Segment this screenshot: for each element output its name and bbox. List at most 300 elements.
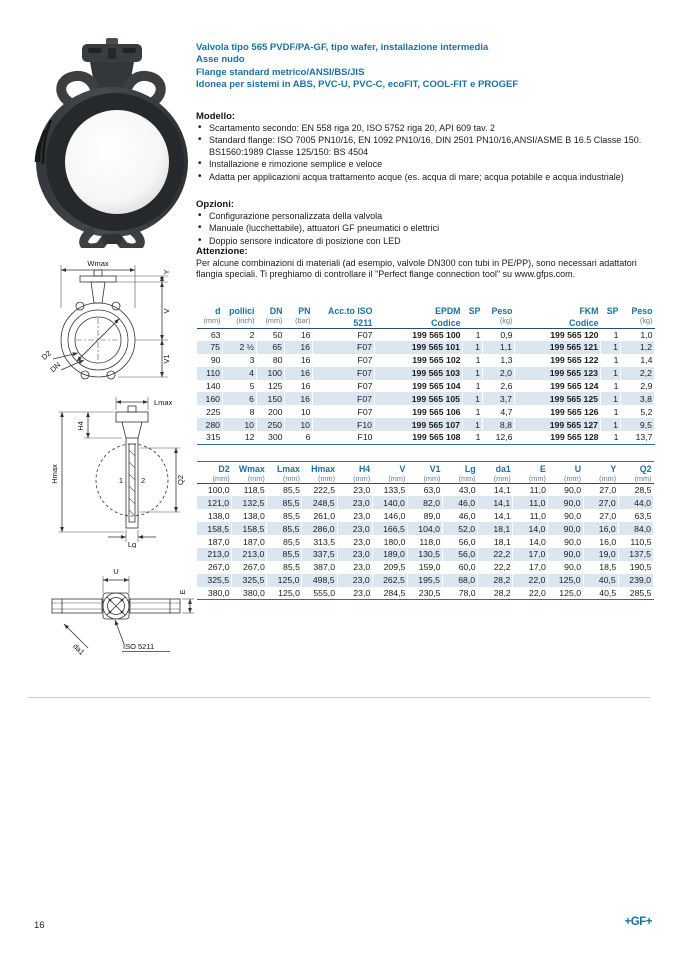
table-cell: 190,5: [629, 562, 652, 573]
table-cell: 13,7: [635, 432, 653, 443]
table-cell: 1,3: [500, 355, 513, 366]
column-unit: (mm): [257, 316, 285, 328]
dim-label-hmax: Hmax: [50, 464, 59, 484]
modello-item: • Installazione e rimozione semplice e veloce: [196, 159, 654, 170]
modello-item: • Standard flange: ISO 7005 PN10/16, EN 1092 PN10/16, DIN 2501 PN10/16,ANSI/ASME B 16.5 Classe 150. BS1560:1989 Classe 125/150: BS 4504: [196, 135, 654, 158]
disc-mark-1: 1: [118, 476, 123, 485]
table-row: [197, 367, 655, 380]
table-row: [197, 380, 655, 393]
table-cell: 132,5: [232, 496, 267, 509]
table-cell: 68,0: [442, 574, 477, 587]
column-header: Hmax: [311, 463, 336, 474]
table-cell: 199 565 108: [412, 432, 461, 443]
table-cell: 46,0: [458, 510, 476, 521]
dim-label-u: U: [113, 567, 119, 576]
table-cell: 1: [613, 329, 619, 340]
column-header: DN: [269, 306, 283, 316]
table-cell: 90: [210, 355, 221, 366]
table-cell: 239,0: [618, 574, 653, 587]
table-cell: 555,0: [313, 587, 336, 598]
table-cell: 85,5: [267, 548, 302, 561]
column-header: V1: [429, 463, 441, 474]
dim-label-lmax: Lmax: [154, 398, 173, 407]
table-cell: 6: [223, 392, 257, 405]
table-cell: 19,0: [583, 548, 618, 561]
dim-label-d2: D2: [39, 348, 53, 362]
table-cell: 199 565 125: [515, 392, 601, 405]
table-cell: 285,5: [629, 587, 652, 598]
column-unit: (mm): [267, 474, 302, 484]
table-cell: 140,0: [372, 496, 407, 509]
table-cell: 199 565 126: [550, 406, 599, 417]
table-cell: 261,0: [313, 510, 336, 521]
table-cell: 180,0: [383, 536, 406, 547]
table-cell: 4,7: [500, 406, 513, 417]
modello-item: • Adatta per applicazioni acqua trattamento acque (es. acqua di mare; acqua potabile e acqua industriale): [196, 172, 654, 183]
table-cell: 40,5: [599, 587, 617, 598]
column-header: Lg: [464, 463, 476, 474]
dim-label-q2: Q2: [176, 474, 185, 486]
table-cell: 222,5: [313, 485, 336, 496]
table-cell: 22,0: [528, 587, 546, 598]
column-header: pollici: [229, 306, 255, 316]
table-cell: 1: [601, 418, 621, 431]
table-cell: 28,2: [493, 587, 511, 598]
table-cell: 110: [197, 367, 223, 380]
table-cell: 213,0: [197, 548, 232, 561]
table-cell: 85,5: [267, 522, 302, 535]
table-cell: 89,0: [423, 510, 441, 521]
table-cell: 52,0: [442, 522, 477, 535]
column-unit: (mm): [337, 474, 372, 484]
table-cell: 63,0: [423, 485, 441, 496]
table-cell: 90,0: [564, 536, 582, 547]
column-header: Wmax: [238, 463, 265, 474]
table-row: [197, 574, 654, 587]
table-cell: F07: [357, 329, 373, 340]
table-row: [197, 484, 654, 497]
table-cell: 10: [285, 418, 313, 431]
table-cell: 199 565 104: [412, 381, 461, 391]
column-unit: (bar): [285, 316, 313, 328]
table-cell: 380,0: [207, 587, 230, 598]
table-cell: 213,0: [232, 548, 267, 561]
table-row: [197, 392, 655, 405]
table-cell: 248,5: [302, 496, 337, 509]
table-cell: 1,4: [640, 355, 653, 366]
table-cell: 1: [475, 329, 481, 340]
page-number: 16: [34, 920, 45, 931]
table-cell: 140: [206, 381, 221, 391]
table-cell: 262,5: [372, 574, 407, 587]
table-cell: 16,0: [583, 522, 618, 535]
table-row: [197, 561, 654, 574]
table-cell: 22,0: [513, 574, 548, 587]
table-cell: 315: [206, 432, 221, 443]
table-row: [197, 587, 654, 600]
table-cell: 14,1: [493, 510, 511, 521]
modello-list: [196, 123, 654, 184]
section-opzioni-label: Opzioni:: [196, 199, 234, 210]
table-cell: 27,0: [599, 510, 617, 521]
table-cell: 5: [249, 381, 255, 391]
table-cell: 2,9: [640, 381, 653, 391]
table-cell: 284,5: [383, 587, 406, 598]
table-cell: 82,0: [407, 496, 442, 509]
front-view-drawing: [28, 256, 194, 390]
table-cell: F07: [357, 406, 373, 417]
table-cell: 166,5: [372, 522, 407, 535]
column-unit: (mm): [197, 474, 232, 484]
table-cell: 1: [463, 341, 483, 354]
column-unit: (mm): [548, 474, 583, 484]
table-cell: 23,0: [353, 485, 371, 496]
column-header: FKM: [579, 306, 599, 316]
table-cell: 158,5: [232, 522, 267, 535]
dim-label-da1: da1: [71, 641, 87, 657]
title-line: Valvola tipo 565 PVDF/PA-GF, tipo wafer, installazione intermedia: [196, 42, 489, 53]
dimensions-table: [196, 461, 654, 600]
table-cell: 104,0: [407, 522, 442, 535]
table-cell: 50: [272, 329, 283, 340]
table-cell: 1: [601, 341, 621, 354]
table-cell: 17,0: [528, 562, 546, 573]
table-cell: 10: [223, 418, 257, 431]
column-unit: (mm): [407, 474, 442, 484]
column-header: Peso: [631, 306, 653, 316]
table-cell: 85,5: [283, 510, 300, 521]
table-cell: F07: [357, 355, 373, 366]
table-cell: 187,0: [207, 536, 230, 547]
column-header: EPDM: [435, 306, 461, 316]
table-cell: 14,0: [513, 522, 548, 535]
table-cell: 286,0: [302, 522, 337, 535]
table-cell: 189,0: [372, 548, 407, 561]
table-cell: 146,0: [383, 510, 406, 521]
table-cell: 199 565 123: [515, 367, 601, 380]
table-cell: 11,0: [513, 496, 548, 509]
table-cell: 63,5: [634, 510, 652, 521]
table-cell: 199 565 120: [550, 329, 599, 340]
table-row: [197, 522, 654, 535]
column-header: Y: [610, 463, 617, 474]
table-cell: 8: [249, 406, 255, 417]
table-cell: 23,0: [353, 587, 371, 598]
table-cell: 1: [601, 367, 621, 380]
table-cell: 85,5: [267, 496, 302, 509]
column-header: H4: [358, 463, 371, 474]
table-cell: 1: [475, 432, 481, 443]
table-cell: 125,0: [278, 587, 300, 598]
column-unit: (mm): [513, 474, 548, 484]
table-cell: 11,0: [529, 485, 546, 496]
column-unit: (mm): [583, 474, 618, 484]
table-row: [197, 509, 654, 522]
table-cell: 2,6: [500, 381, 513, 391]
table-row: [197, 341, 655, 354]
dim-label-dn: DN: [48, 360, 63, 375]
table-cell: 313,5: [313, 536, 336, 547]
table-cell: 27,0: [583, 496, 618, 509]
column-header: Peso: [491, 306, 513, 316]
table-cell: 16: [285, 367, 313, 380]
table-cell: 225: [206, 406, 221, 417]
table-cell: 90,0: [548, 522, 583, 535]
table-cell: 23,0: [353, 536, 371, 547]
table-cell: F10: [313, 418, 375, 431]
table-cell: 199 565 121: [515, 341, 601, 354]
dim-label-iso5211: ISO 5211: [123, 642, 155, 651]
table-cell: 159,0: [418, 562, 441, 573]
table-row: [197, 354, 655, 367]
table-cell: 199 565 107: [375, 418, 463, 431]
table-cell: 4: [223, 367, 257, 380]
table-cell: 18,1: [478, 522, 513, 535]
column-header: PN: [298, 306, 311, 316]
table-cell: 250: [257, 418, 285, 431]
table-cell: 1: [613, 355, 619, 366]
column-unit: Codice: [515, 316, 601, 328]
table-cell: 9,5: [621, 418, 655, 431]
table-cell: 3,8: [621, 392, 655, 405]
table-cell: 267,0: [207, 562, 230, 573]
table-cell: 2 ½: [223, 341, 257, 354]
column-header: D2: [218, 463, 230, 474]
table-cell: 2: [249, 329, 255, 340]
table-cell: 85,5: [283, 562, 300, 573]
dim-label-v: V: [162, 308, 171, 314]
opzioni-item: • Configurazione personalizzata della valvola: [196, 211, 654, 222]
table-row: [197, 328, 655, 341]
opzioni-list: [196, 211, 654, 248]
column-unit: (kg): [483, 316, 515, 328]
table-cell: 380,0: [243, 587, 265, 598]
table-cell: 23,0: [337, 496, 372, 509]
column-unit: (mm): [197, 316, 223, 328]
table-cell: 5,2: [640, 406, 653, 417]
table-cell: 199 565 100: [412, 329, 461, 340]
table-cell: 138,0: [243, 510, 265, 521]
table-cell: 27,0: [599, 485, 617, 496]
column-unit: Codice: [375, 316, 463, 328]
table-cell: 387,0: [313, 562, 336, 573]
table-cell: 46,0: [442, 496, 477, 509]
table-cell: 209,5: [383, 562, 406, 573]
table-cell: 118,0: [419, 536, 441, 547]
column-unit: [601, 316, 621, 328]
column-header: V: [399, 463, 406, 474]
title-line: Asse nudo: [196, 54, 245, 66]
table-cell: 1,0: [640, 329, 653, 340]
column-header: SP: [468, 306, 481, 316]
table-cell: F10: [357, 432, 373, 443]
table-cell: 90,0: [548, 548, 583, 561]
table-cell: 125: [268, 381, 283, 391]
table-cell: 17,0: [513, 548, 548, 561]
table-cell: 2,0: [483, 367, 515, 380]
table-cell: 100: [257, 367, 285, 380]
table-cell: 6: [305, 432, 311, 443]
table-cell: 60,0: [458, 562, 476, 573]
table-cell: 199 565 127: [515, 418, 601, 431]
attenzione-text: Per alcune combinazioni di materiali (ad esempio, valvole DN300 con tubi in PE/PP), sono necessari adattatori flangia speciali. Ti preghiamo di controllare il "Perfect flange connection tool" su www.gfps.com.: [196, 258, 637, 280]
table-cell: 16: [300, 381, 311, 391]
table-cell: 267,0: [243, 562, 265, 573]
table-row: [197, 418, 655, 431]
column-header: E: [540, 463, 546, 474]
column-unit: 5211: [313, 316, 375, 328]
table-cell: 230,5: [418, 587, 441, 598]
dim-label-y: Y: [162, 269, 171, 275]
table-cell: 90,0: [564, 485, 582, 496]
table-cell: 125,0: [267, 574, 302, 587]
table-cell: 16: [285, 341, 313, 354]
column-header: Q2: [639, 463, 652, 474]
table-cell: 150: [257, 392, 285, 405]
table-cell: 199 565 105: [375, 392, 463, 405]
column-unit: (mm): [372, 474, 407, 484]
table-cell: 3: [249, 355, 255, 366]
table-cell: 14,1: [478, 496, 513, 509]
table-cell: 23,0: [337, 574, 372, 587]
table-cell: 199 565 103: [375, 367, 463, 380]
table-cell: 125,0: [559, 587, 582, 598]
table-cell: 14,0: [528, 536, 546, 547]
title-line: Idonea per sistemi in ABS, PVC-U, PVC-C, ecoFIT, COOL-FIT e PROGEF: [196, 79, 519, 91]
column-unit: (mm): [232, 474, 267, 484]
section-attenzione-label: Attenzione:: [196, 246, 248, 257]
table-cell: 78,0: [458, 587, 476, 598]
table-cell: 16: [300, 329, 311, 340]
table-cell: 280: [197, 418, 223, 431]
table-cell: 56,0: [458, 536, 476, 547]
table-cell: 138,0: [207, 510, 230, 521]
table-cell: 90,0: [548, 496, 583, 509]
disc-mark-2: 2: [141, 476, 146, 485]
table-cell: 84,0: [618, 522, 653, 535]
table-cell: 137,5: [618, 548, 653, 561]
table-cell: 1: [475, 381, 481, 391]
table-cell: 158,5: [197, 522, 232, 535]
table-cell: 199 565 106: [412, 406, 461, 417]
table-cell: 1: [463, 392, 483, 405]
valve-photo: [26, 34, 196, 248]
table-cell: 23,0: [337, 522, 372, 535]
section-modello-label: Modello:: [196, 111, 236, 122]
table-cell: 1,2: [621, 341, 655, 354]
table-cell: 160: [197, 392, 223, 405]
table-cell: 1: [613, 406, 619, 417]
column-unit: (inch): [223, 316, 257, 328]
table-cell: 3,7: [483, 392, 515, 405]
table-cell: 85,5: [283, 485, 300, 496]
table-cell: 1: [613, 432, 619, 443]
product-title: [196, 42, 656, 92]
table-cell: 187,0: [243, 536, 265, 547]
table-cell: 85,5: [283, 536, 300, 547]
top-view-drawing: [24, 550, 200, 662]
column-header: U: [574, 463, 582, 474]
table-row: [197, 548, 654, 561]
dim-label-h4: H4: [76, 421, 85, 431]
table-cell: 16,0: [599, 536, 617, 547]
table-cell: 1: [475, 355, 481, 366]
table-cell: 1: [601, 392, 621, 405]
table-cell: 118,5: [243, 485, 265, 496]
table-cell: 56,0: [442, 548, 477, 561]
table-cell: 195,5: [407, 574, 442, 587]
table-cell: 90,0: [564, 562, 582, 573]
table-cell: 14,1: [493, 485, 511, 496]
table-cell: 130,5: [407, 548, 442, 561]
table-row: [197, 431, 655, 444]
dim-label-v1: V1: [162, 354, 171, 364]
opzioni-item: • Doppio sensore indicatore di posizione con LED: [196, 236, 654, 247]
side-view-drawing: [28, 388, 194, 548]
table-cell: 28,2: [478, 574, 513, 587]
table-cell: 18,1: [493, 536, 511, 547]
table-cell: 8,8: [483, 418, 515, 431]
table-cell: 200: [268, 406, 283, 417]
column-unit: (mm): [442, 474, 477, 484]
table-cell: 43,0: [458, 485, 476, 496]
column-unit: (kg): [621, 316, 655, 328]
column-header: Acc.to ISO: [328, 306, 373, 316]
table-cell: 18,5: [599, 562, 617, 573]
dim-label-e: E: [178, 589, 187, 595]
table-cell: 44,0: [618, 496, 653, 509]
table-cell: 1: [463, 418, 483, 431]
table-cell: 12,6: [495, 432, 513, 443]
table-cell: 23,0: [337, 548, 372, 561]
table-row: [197, 535, 654, 548]
table-cell: 10: [300, 406, 311, 417]
table-cell: 22,2: [493, 562, 511, 573]
table-cell: F07: [313, 341, 375, 354]
table-cell: F07: [313, 392, 375, 405]
column-header: d: [215, 306, 221, 316]
dim-label-wmax: Wmax: [87, 259, 109, 268]
modello-item: • Scartamento secondo: EN 558 riga 20, ISO 5752 riga 20, API 609 tav. 2: [196, 123, 654, 134]
table-row: [197, 405, 655, 418]
table-cell: 28,5: [634, 485, 652, 496]
table-cell: 100,0: [207, 485, 230, 496]
title-line: Flange standard metrico/ANSI/BS/JIS: [196, 66, 365, 78]
column-unit: (mm): [478, 474, 513, 484]
column-header: da1: [495, 463, 511, 474]
table-cell: 65: [257, 341, 285, 354]
table-cell: 199 565 128: [550, 432, 599, 443]
column-header: SP: [606, 306, 619, 316]
table-cell: 121,0: [197, 496, 232, 509]
table-cell: 125,0: [548, 574, 583, 587]
table-cell: 199 565 124: [550, 381, 599, 391]
table-cell: 2,2: [621, 367, 655, 380]
table-cell: 16: [285, 392, 313, 405]
column-unit: (mm): [618, 474, 653, 484]
table-cell: 1: [613, 381, 619, 391]
table-cell: 22,2: [478, 548, 513, 561]
gf-logo: +GF+: [624, 916, 652, 928]
table-cell: 90,0: [564, 510, 582, 521]
table-cell: 63: [210, 329, 221, 340]
table-cell: 1: [475, 406, 481, 417]
column-unit: [463, 316, 483, 328]
table-cell: 199 565 122: [550, 355, 599, 366]
table-cell: 325,5: [197, 574, 232, 587]
table-cell: 110,5: [630, 536, 652, 547]
table-cell: 16: [300, 355, 311, 366]
